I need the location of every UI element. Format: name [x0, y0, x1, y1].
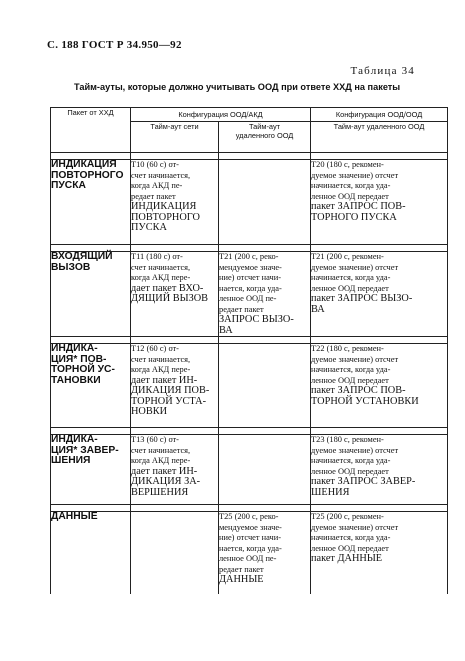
akd-net-timeout-line: T12 (60 с) от- [131, 344, 179, 353]
ood-remote-timeout [311, 252, 448, 337]
ood-remote-timeout-line: пакет ЗАПРОС ЗАВЕР- [311, 476, 416, 487]
akd-remote-timeout-line: ние) отсчет начи- [219, 533, 281, 542]
packet-name-line: ИНДИКА- [51, 434, 98, 445]
ood-remote-timeout-line: ленное ООД передает [311, 283, 389, 293]
akd-net-timeout-line: НОВКИ [131, 406, 168, 417]
ood-remote-timeout-line: дуемое значение) отсчет [311, 354, 399, 364]
akd-net-timeout-line: счет начинается, [131, 262, 191, 272]
ood-remote-timeout-line: начинается, когда уда- [311, 273, 391, 282]
header-akd-remote-line2: удаленного ООД [235, 131, 294, 140]
akd-remote-timeout-line: ДАННЫЕ [219, 574, 264, 585]
akd-net-timeout [131, 160, 219, 245]
akd-net-timeout-line: ДЯЩИЙ ВЫЗОВ [131, 293, 209, 304]
packet-name-line: ШЕНИЯ [51, 455, 91, 466]
header-ood-remote: Тайм-аут удаленного ООД [311, 122, 448, 153]
akd-net-timeout-line: счет начинается, [131, 354, 191, 364]
akd-remote-timeout-line: нается, когда уда- [219, 543, 282, 553]
akd-remote-timeout-line: ние) отсчет начи- [219, 273, 281, 282]
ood-remote-timeout-line: начинается, когда уда- [311, 181, 391, 190]
table-row [51, 435, 448, 505]
akd-net-timeout-line: счет начинается, [131, 170, 191, 180]
ood-remote-timeout-line: ленное ООД передает [311, 543, 389, 553]
ood-remote-timeout-line: T20 (180 с, рекомен- [311, 160, 384, 169]
packet-name-line: ДАННЫЕ [51, 511, 98, 522]
akd-net-timeout-line: ДИКАЦИЯ ЗА- [131, 476, 201, 487]
header-akd-net: Тайм-аут сети [131, 122, 219, 153]
akd-remote-timeout-line: ВА [219, 324, 233, 336]
table-number: Таблица 34 [350, 65, 415, 77]
ood-remote-timeout-line: пакет ЗАПРОС ПОВ- [311, 385, 406, 396]
akd-net-timeout-line: редает пакет [131, 191, 176, 201]
ood-remote-timeout-line: ленное ООД передает [311, 466, 389, 476]
akd-net-timeout-line: дает пакет ИН- [131, 465, 198, 477]
table-row [51, 344, 448, 428]
akd-net-timeout [131, 435, 219, 505]
ood-remote-timeout-line: дуемое значение) отсчет [311, 262, 399, 272]
packet-name-line: ЦИЯ* ЗАВЕР- [51, 444, 119, 456]
ood-remote-timeout-line: ленное ООД передает [311, 375, 389, 385]
ood-remote-timeout-line: T22 (180 с, рекомен- [311, 344, 384, 353]
ood-remote-timeout [311, 160, 448, 245]
ood-remote-timeout-line: дуемое значение) отсчет [311, 522, 399, 532]
akd-remote-timeout [219, 252, 311, 337]
packet-name [51, 252, 131, 337]
ood-remote-timeout-line: ТОРНОГО ПУСКА [311, 211, 397, 223]
akd-net-timeout-line: T11 (180 с) от- [131, 252, 183, 261]
akd-net-timeout-line: ТОРНОЙ УСТА- [131, 395, 206, 407]
akd-remote-timeout-line: мендуемое значе- [219, 522, 282, 532]
table-row [51, 160, 448, 245]
packet-name [51, 344, 131, 428]
akd-net-timeout-line: ПОВТОРНОГО [131, 211, 200, 223]
akd-net-timeout-line: счет начинается, [131, 445, 191, 455]
akd-remote-timeout-line: T21 (200 с, реко- [219, 252, 279, 261]
akd-net-timeout-line: когда АКД пере- [131, 365, 191, 374]
row-separator [51, 505, 448, 512]
packet-name-line: ЦИЯ* ПОВ- [51, 353, 107, 365]
row-separator [51, 337, 448, 344]
akd-net-timeout-line: дает пакет ИН- [131, 374, 198, 386]
akd-net-timeout-line: когда АКД пе- [131, 181, 183, 190]
packet-name-line: ИНДИКАЦИЯ [51, 159, 117, 170]
akd-remote-timeout-line: ленное ООД пе- [219, 554, 277, 563]
header-group-akd: Конфигурация ООД/АКД [131, 108, 311, 122]
page-reference: С. 188 ГОСТ Р 34.950—92 [47, 39, 182, 51]
akd-remote-timeout-line: T25 (200 с, реко- [219, 512, 279, 521]
ood-remote-timeout-line: пакет ДАННЫЕ [311, 553, 383, 564]
row-separator [51, 428, 448, 435]
akd-net-timeout [131, 344, 219, 428]
akd-net-timeout-line: когда АКД пере- [131, 273, 191, 282]
akd-net-timeout-line: дает пакет ВХО- [131, 282, 204, 294]
timeouts-table [50, 107, 448, 594]
ood-remote-timeout-line: начинается, когда уда- [311, 533, 391, 542]
akd-net-timeout-line: T10 (60 с) от- [131, 160, 179, 169]
akd-remote-timeout-line: мендуемое значе- [219, 262, 282, 272]
ood-remote-timeout-line: пакет ЗАПРОС ВЫЗО- [311, 293, 413, 304]
packet-name-line: ТОРНОЙ УС- [51, 364, 115, 375]
akd-remote-timeout-line: нается, когда уда- [219, 283, 282, 293]
akd-remote-timeout-line: редает пакет [219, 564, 264, 574]
akd-net-timeout-line: ДИКАЦИЯ ПОВ- [131, 385, 210, 396]
ood-remote-timeout-line: начинается, когда уда- [311, 365, 391, 374]
packet-name-line: ВХОДЯЩИЙ [51, 251, 113, 262]
akd-net-timeout-line: ИНДИКАЦИЯ [131, 201, 197, 212]
packet-name [51, 512, 131, 595]
packet-name-line: ПОВТОРНОГО [51, 169, 124, 181]
table-caption: Тайм-ауты, которые должно учитывать ООД при ответе ХХД на пакеты [74, 82, 401, 92]
ood-remote-timeout-line: T23 (180 с, рекомен- [311, 435, 384, 444]
ood-remote-timeout-line: начинается, когда уда- [311, 456, 391, 465]
akd-remote-timeout-line: редает пакет [219, 304, 264, 314]
ood-remote-timeout-line: ШЕНИЯ [311, 486, 350, 498]
akd-net-timeout-line: T13 (60 с) от- [131, 435, 179, 444]
ood-remote-timeout-line: дуемое значение) отсчет [311, 445, 399, 455]
akd-net-timeout-line: ВЕРШЕНИЯ [131, 486, 189, 498]
packet-name [51, 160, 131, 245]
akd-net-timeout [131, 252, 219, 337]
ood-remote-timeout-line: ленное ООД передает [311, 191, 389, 201]
akd-remote-timeout [219, 512, 311, 595]
header-group-ood: Конфигурация ООД/ООД [311, 108, 448, 122]
header-akd-remote [219, 122, 311, 153]
akd-net-timeout-line: когда АКД пере- [131, 456, 191, 465]
akd-remote-timeout-line: ленное ООД пе- [219, 294, 277, 303]
ood-remote-timeout [311, 512, 448, 595]
packet-name-line: ВЫЗОВ [51, 261, 91, 273]
ood-remote-timeout-line: T25 (200 с, рекомен- [311, 512, 384, 521]
packet-name-line: ТАНОВКИ [51, 374, 101, 386]
header-packet: Пакет от ХХД [51, 108, 131, 153]
packet-name-line: ИНДИКА- [51, 343, 98, 354]
ood-remote-timeout-line: ТОРНОЙ УСТАНОВКИ [311, 395, 419, 407]
ood-remote-timeout [311, 344, 448, 428]
table-row [51, 252, 448, 337]
ood-remote-timeout [311, 435, 448, 505]
ood-remote-timeout-line: дуемое значение) отсчет [311, 170, 399, 180]
header-akd-remote-line1: Тайм-аут [248, 122, 281, 131]
packet-name [51, 435, 131, 505]
akd-net-timeout-line: ПУСКА [131, 222, 167, 233]
ood-remote-timeout-line: T21 (200 с, рекомен- [311, 252, 384, 261]
akd-net-timeout [131, 512, 219, 595]
table-body [51, 160, 448, 595]
akd-remote-timeout [219, 160, 311, 245]
akd-remote-timeout-line: ЗАПРОС ВЫЗО- [219, 314, 294, 325]
akd-remote-timeout [219, 344, 311, 428]
ood-remote-timeout-line: пакет ЗАПРОС ПОВ- [311, 201, 406, 212]
packet-name-line: ПУСКА [51, 180, 86, 191]
akd-remote-timeout [219, 435, 311, 505]
ood-remote-timeout-line: ВА [311, 303, 325, 315]
table-row [51, 512, 448, 595]
